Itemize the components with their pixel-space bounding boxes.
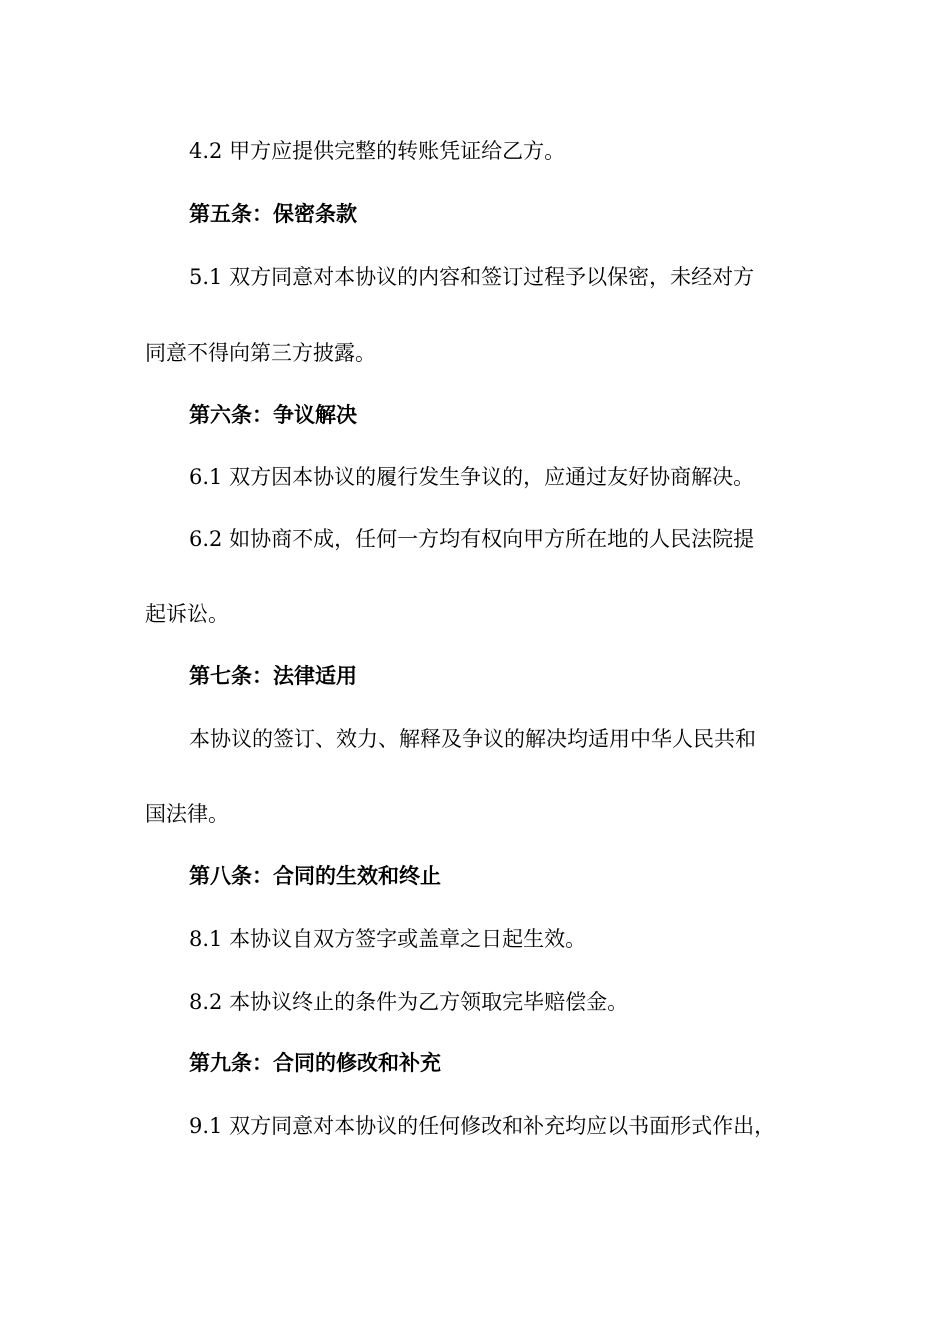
clause-5-1-line-1: 5.1 双方同意对本协议的内容和签订过程予以保密，未经对方 xyxy=(189,265,755,289)
clause-5-1-line-2: 同意不得向第三方披露。 xyxy=(145,341,376,365)
clause-6-1: 6.1 双方因本协议的履行发生争议的，应通过友好协商解决。 xyxy=(189,465,755,489)
clause-6-2-line-1: 6.2 如协商不成，任何一方均有权向甲方所在地的人民法院提 xyxy=(189,527,755,551)
article-5-heading: 第五条：保密条款 xyxy=(189,202,357,226)
clause-8-1: 8.1 本协议自双方签字或盖章之日起生效。 xyxy=(189,927,587,951)
clause-8-2: 8.2 本协议终止的条件为乙方领取完毕赔偿金。 xyxy=(189,990,629,1014)
article-7-heading: 第七条：法律适用 xyxy=(189,664,357,688)
article-9-heading: 第九条：合同的修改和补充 xyxy=(189,1051,441,1075)
article-7-body-line-2: 国法律。 xyxy=(145,802,229,826)
clause-4-2: 4.2 甲方应提供完整的转账凭证给乙方。 xyxy=(189,139,566,163)
article-6-heading: 第六条：争议解决 xyxy=(189,403,357,427)
article-8-heading: 第八条：合同的生效和终止 xyxy=(189,864,441,888)
clause-9-1-line-1: 9.1 双方同意对本协议的任何修改和补充均应以书面形式作出， xyxy=(189,1114,776,1138)
article-7-body-line-1: 本协议的签订、效力、解释及争议的解决均适用中华人民共和 xyxy=(189,727,756,751)
clause-6-2-line-2: 起诉讼。 xyxy=(145,602,229,626)
